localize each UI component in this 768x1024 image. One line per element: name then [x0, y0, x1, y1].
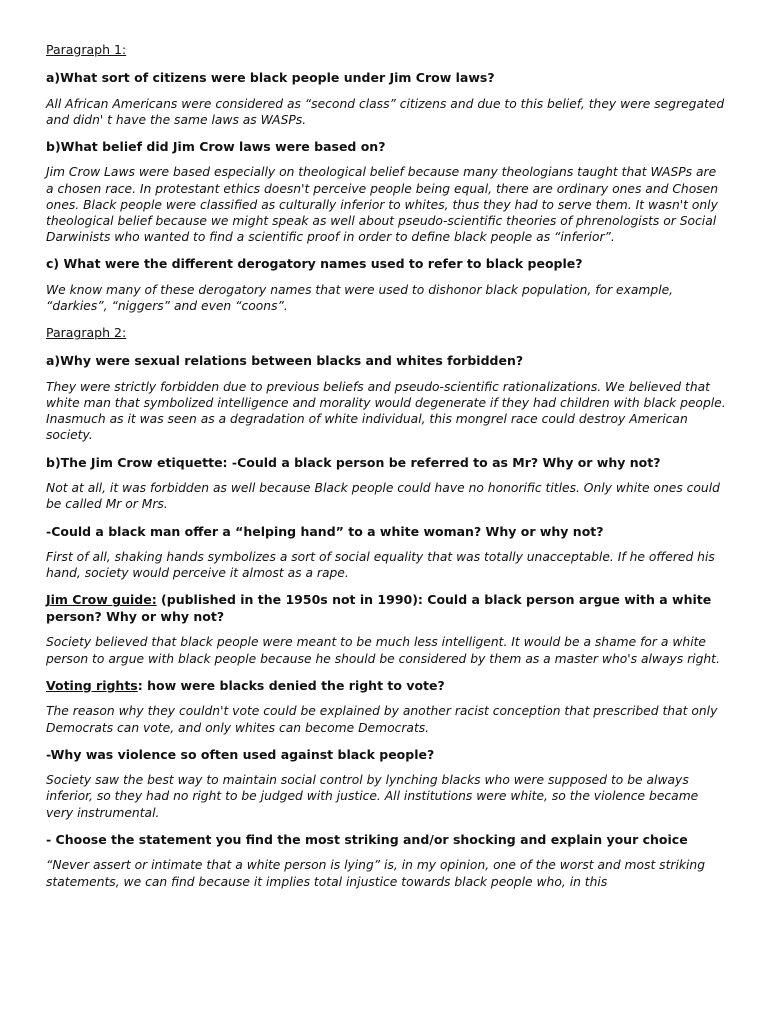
paragraph-1-label: Paragraph 1:: [46, 42, 127, 57]
paragraph-2-label: Paragraph 2:: [46, 325, 127, 341]
question-p1-b: b)What belief did Jim Crow laws were based on?: [46, 138, 386, 154]
answer-p1-c: We know many of these derogatory names that were used to dishonor black population, for example, “darkies”, “niggers” and even “coons”.: [46, 282, 674, 314]
answer-p2-a: They were strictly forbidden due to previous beliefs and pseudo-scientific rationalizations. We believed that white man that symbolized intelligence and morality would degenerate if they had children with black people. Inasmuch as it was seen as a degradation of white individual, this mongrel race could destroy American society.: [46, 379, 726, 443]
jim-crow-guide-heading: Jim Crow guide:: [46, 592, 157, 608]
answer-p2-b: Not at all, it was forbidden as well because Black people could have no honorific titles. Only white ones could be called Mr or Mrs.: [46, 481, 720, 512]
answer-p1-a: All African Americans were considered as “second class” citizens and due to this belief, they were segregated and didn' t have the same laws as WASPs.: [46, 96, 725, 127]
answer-violence: Society saw the best way to maintain social control by lynching blacks who were supposed to be always inferior, so they had no right to be judged with justice. All institutions were white, so the violence became very instrumental.: [46, 773, 699, 820]
question-p2-c: -Could a black man offer a “helping hand” to a white woman? Why or why not?: [46, 523, 604, 539]
answer-voting-rights: The reason why they couldn't vote could be explained by another racist conception that prescribed that only Democrats can vote, and only whites can become Democrats.: [46, 704, 718, 735]
answer-striking-statement: “Never assert or intimate that a white person is lying” is, in my opinion, one of the worst and most striking statements, we can find because it implies total injustice towards black people who, in this: [46, 858, 706, 889]
question-p2-b: b)The Jim Crow etiquette: -Could a black person be referred to as Mr? Why or why not?: [46, 454, 661, 470]
question-jim-crow-guide: [46, 592, 726, 625]
question-striking-statement: - Choose the statement you find the most striking and/or shocking and explain your choice: [46, 831, 688, 847]
jim-crow-guide-question: (published in the 1950s not in 1990): Could a black person argue with a white person? Why or why not?: [46, 592, 712, 624]
answer-p1-b: Jim Crow Laws were based especially on theological belief because many theologians taught that WASPs are a chosen race. In protestant ethics doesn't perceive people being equal, there are ordinary ones and Chosen ones. Black people were classified as culturally inferior to whites, thus they had to serve them. It wasn't only theological belief because we might speak as well about pseudo-scientific theories of phrenologists or Social Darwinists who wanted to find a scientific proof in order to define black people as “inferior”.: [46, 165, 718, 245]
answer-jim-crow-guide: Society believed that black people were meant to be much less intelligent. It would be a shame for a white person to argue with black people because he should be considered by them as a master who's always right.: [46, 635, 720, 666]
question-p2-a: a)Why were sexual relations between blacks and whites forbidden?: [46, 353, 524, 369]
voting-rights-question: : how were blacks denied the right to vote?: [137, 677, 445, 693]
question-p1-c: c) What were the different derogatory names used to refer to black people?: [46, 256, 583, 272]
question-violence: -Why was violence so often used against black people?: [46, 746, 435, 762]
document-page: [46, 42, 726, 901]
question-p1-a: a)What sort of citizens were black people under Jim Crow laws?: [46, 70, 495, 85]
question-voting-rights: [46, 678, 726, 695]
answer-p2-c: First of all, shaking hands symbolizes a sort of social equality that was totally unacceptable. If he offered his hand, society would perceive it almost as a rape.: [46, 550, 715, 581]
voting-rights-heading: Voting rights: [46, 677, 138, 693]
